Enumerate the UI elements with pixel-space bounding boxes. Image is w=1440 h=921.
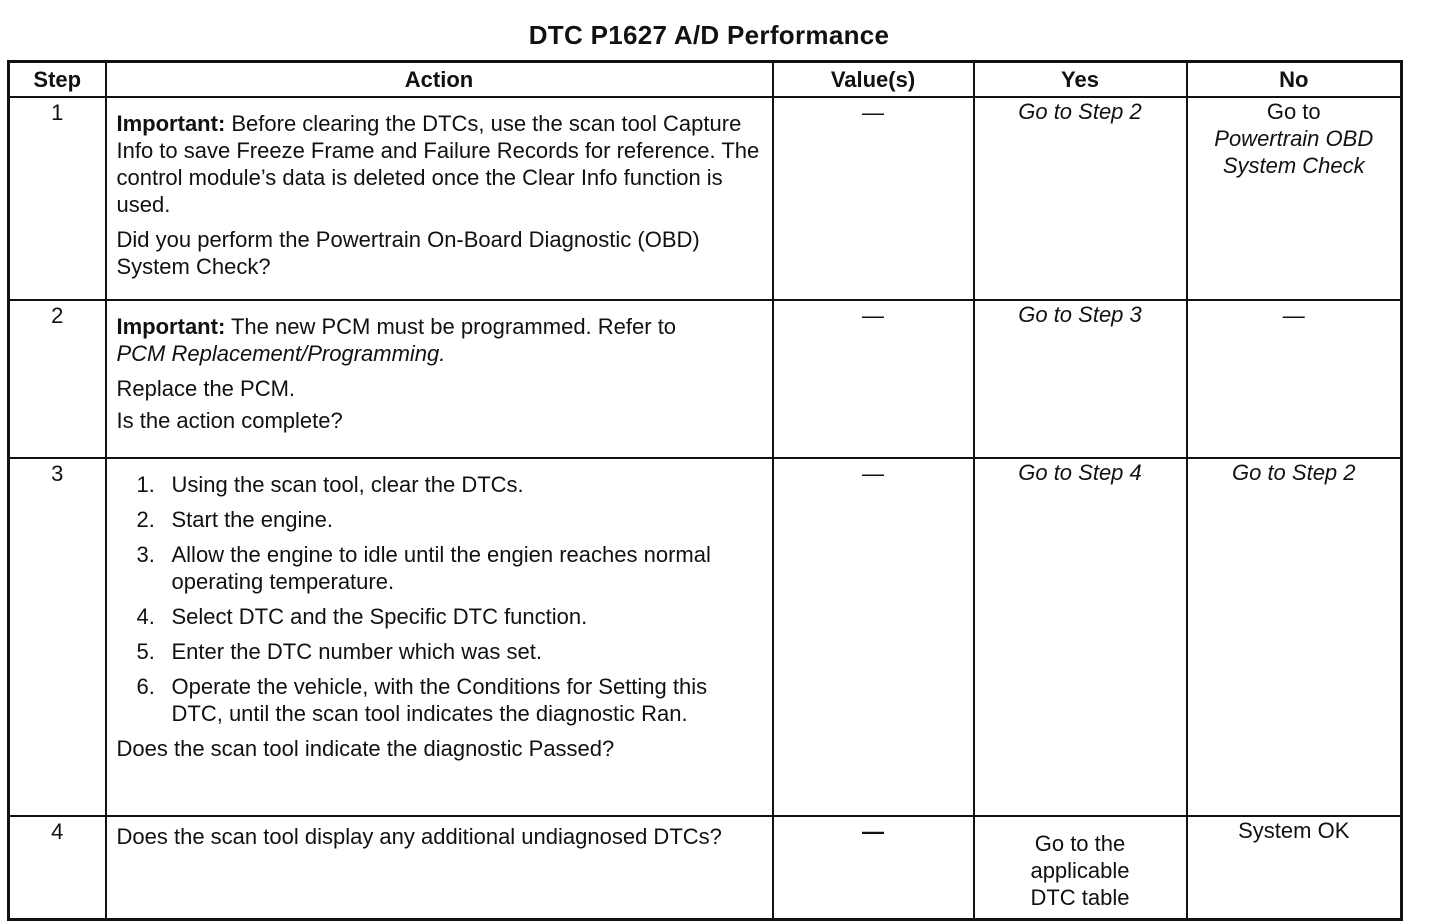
important-label: Important: (116, 314, 226, 339)
step-number: 3 (9, 458, 106, 816)
yes-cell: Go to Step 4 (974, 458, 1187, 816)
header-no: No (1187, 62, 1402, 98)
action-question: Does the scan tool display any additional undiagnosed DTCs? (116, 824, 722, 849)
list-number: 4. (136, 604, 155, 629)
list-item (117, 506, 762, 533)
list-text: Allow the engine to idle until the engien reaches normal operating temperature. (171, 542, 711, 594)
action-cell (106, 300, 773, 458)
action-question: Did you perform the Powertrain On-Board Diagnostic (OBD) System Check? (116, 227, 700, 279)
dtc-table (7, 60, 1403, 921)
value-cell (773, 458, 974, 816)
value-dash: — (862, 461, 884, 486)
table-row (9, 816, 1402, 920)
procedure-list (117, 471, 762, 727)
value-dash: — (862, 303, 884, 328)
list-item (117, 471, 762, 498)
no-cell: Go to Step 2 (1187, 458, 1402, 816)
list-text: Enter the DTC number which was set. (171, 639, 542, 664)
important-note (117, 110, 762, 218)
action-cell (106, 97, 773, 300)
list-item (117, 541, 762, 595)
important-text: Before clearing the DTCs, use the scan tool Capture Info to save Freeze Frame and Failure Records for reference. The control module’s data is deleted once the Clear Info function is used. (116, 111, 760, 217)
important-note (117, 313, 762, 367)
header-values: Value(s) (773, 62, 974, 98)
list-number: 5. (136, 639, 155, 664)
value-cell (773, 300, 974, 458)
no-cell (1187, 300, 1402, 458)
important-label: Important: (116, 111, 226, 136)
list-number: 6. (136, 674, 155, 699)
header-step: Step (9, 62, 106, 98)
page-title: DTC P1627 A/D Performance (528, 20, 890, 50)
action-cell (106, 816, 773, 920)
yes-cell: Go to Step 3 (974, 300, 1187, 458)
list-item (117, 603, 762, 630)
no-dash: — (1282, 303, 1305, 328)
step-number: 4 (9, 816, 106, 920)
list-number: 1. (136, 472, 155, 497)
no-reference: Powertrain OBD System Check (1214, 126, 1374, 178)
no-cell (1187, 97, 1402, 300)
action-cell (106, 458, 773, 816)
list-number: 3. (136, 542, 155, 567)
no-text: Go to (1266, 99, 1321, 124)
list-text: Using the scan tool, clear the DTCs. (171, 472, 524, 497)
action-instruction: Replace the PCM. (116, 376, 296, 401)
step-number: 2 (9, 300, 106, 458)
action-question: Is the action complete? (116, 408, 343, 433)
list-text: Start the engine. (171, 507, 333, 532)
yes-cell: Go to the applicable DTC table (974, 816, 1187, 920)
yes-cell: Go to Step 2 (974, 97, 1187, 300)
step-number: 1 (9, 97, 106, 300)
action-question: Does the scan tool indicate the diagnostic Passed? (116, 736, 615, 761)
value-dash: — (862, 100, 884, 125)
table-row (9, 300, 1402, 458)
value-dash: — (862, 819, 884, 844)
header-action: Action (106, 62, 773, 98)
header-row (9, 62, 1402, 98)
important-text: The new PCM must be programmed. Refer to (225, 314, 677, 339)
list-text: Operate the vehicle, with the Conditions for Setting this DTC, until the scan tool indicates the diagnostic Ran. (171, 674, 708, 726)
list-number: 2. (136, 507, 155, 532)
value-cell (773, 97, 974, 300)
list-text: Select DTC and the Specific DTC function. (171, 604, 588, 629)
list-item (117, 638, 762, 665)
reference-link: PCM Replacement/Programming. (116, 341, 446, 366)
header-yes: Yes (974, 62, 1187, 98)
table-row (9, 97, 1402, 300)
value-cell (773, 816, 974, 920)
no-cell: System OK (1187, 816, 1402, 920)
table-row (9, 458, 1402, 816)
list-item (117, 673, 762, 727)
